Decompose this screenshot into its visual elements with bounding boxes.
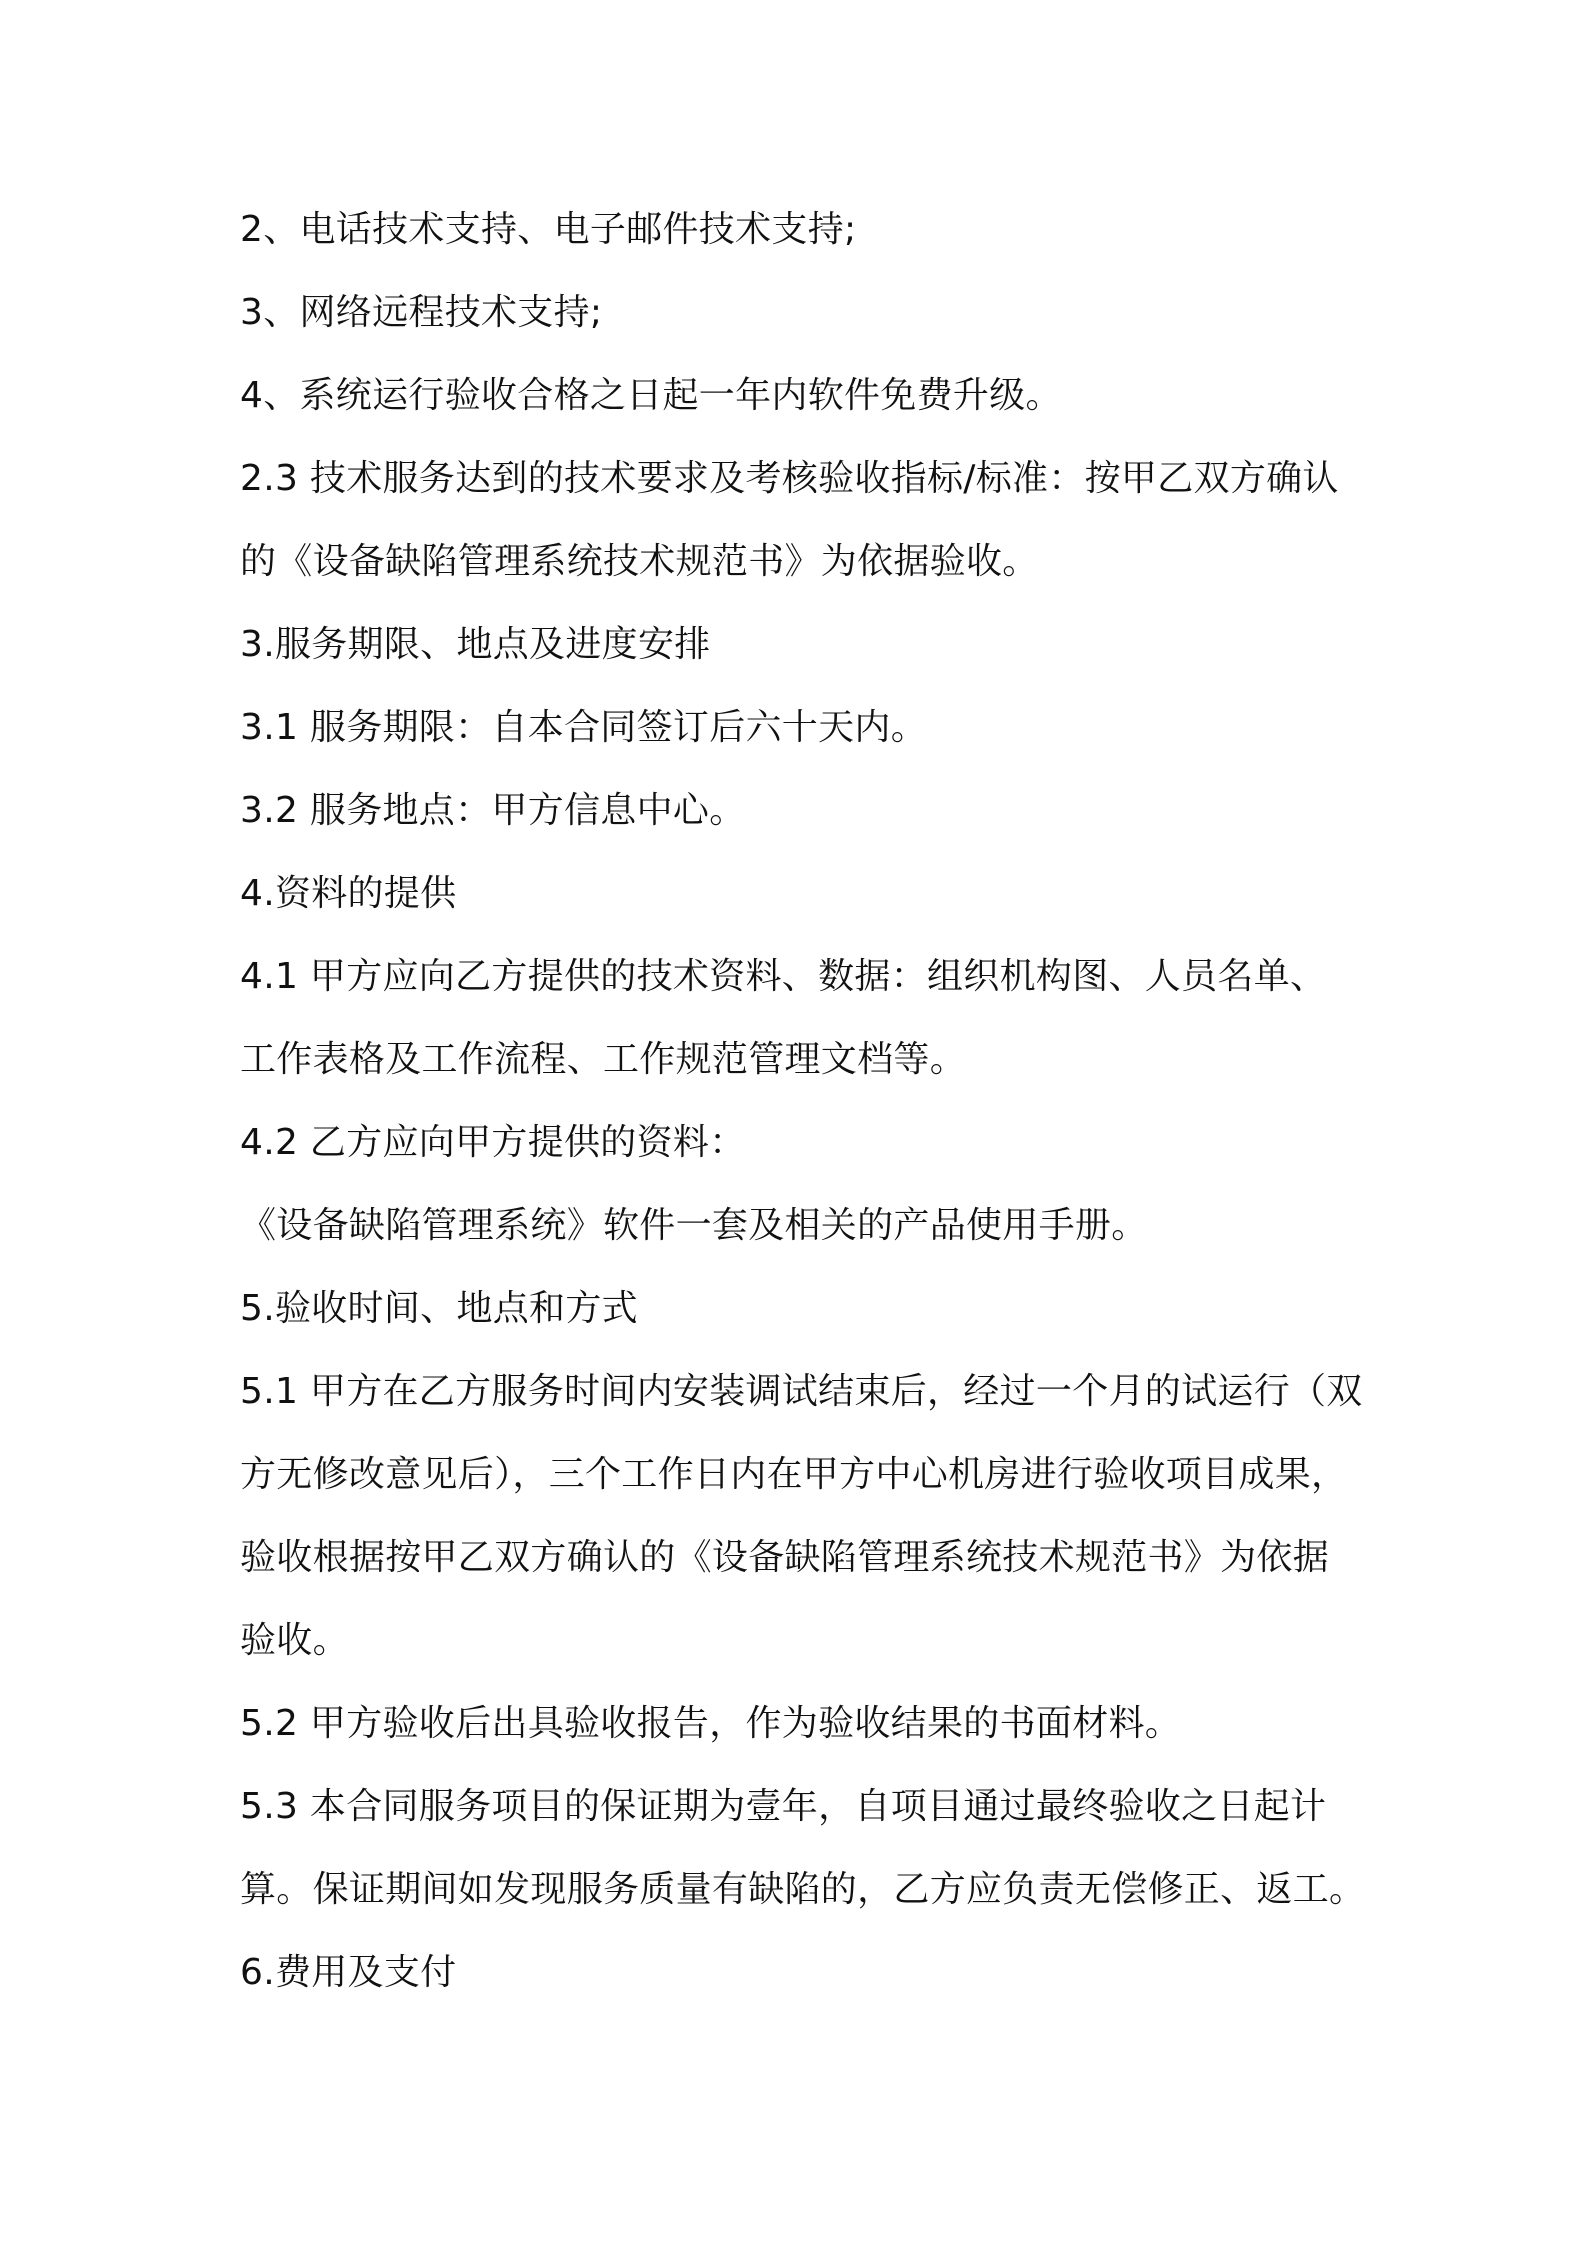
- document-page: [240, 188, 1370, 2014]
- list-item-remote-support: 3、网络远程技术支持;: [240, 292, 603, 333]
- clause-5-1-line-3: 验收根据按甲乙双方确认的《设备缺陷管理系统技术规范书》为依据: [240, 1537, 1330, 1578]
- section-heading-5: 5.验收时间、地点和方式: [240, 1288, 638, 1329]
- clause-4-2-line-2: 《设备缺陷管理系统》软件一套及相关的产品使用手册。: [240, 1205, 1148, 1246]
- clause-3-1: 3.1 服务期限：自本合同签订后六十天内。: [240, 707, 927, 748]
- list-item-free-upgrade: 4、系统运行验收合格之日起一年内软件免费升级。: [240, 375, 1062, 416]
- clause-4-2-line-1: 4.2 乙方应向甲方提供的资料：: [240, 1122, 746, 1163]
- clause-4-1-line-1: 4.1 甲方应向乙方提供的技术资料、数据：组织机构图、人员名单、: [240, 956, 1327, 997]
- clause-5-1-line-1: 5.1 甲方在乙方服务时间内安装调试结束后，经过一个月的试运行（双: [240, 1371, 1363, 1412]
- clause-4-1-line-2: 工作表格及工作流程、工作规范管理文档等。: [240, 1039, 967, 1080]
- clause-5-3-line-2: 算。保证期间如发现服务质量有缺陷的，乙方应负责无偿修正、返工。: [240, 1869, 1366, 1910]
- list-item-phone-email-support: 2、电话技术支持、电子邮件技术支持;: [240, 209, 857, 250]
- section-heading-6: 6.费用及支付: [240, 1952, 457, 1993]
- clause-2-3-line-1: 2.3 技术服务达到的技术要求及考核验收指标/标准：按甲乙双方确认: [240, 458, 1339, 499]
- clause-5-2: 5.2 甲方验收后出具验收报告，作为验收结果的书面材料。: [240, 1703, 1182, 1744]
- section-heading-4: 4.资料的提供: [240, 873, 457, 914]
- clause-5-1-line-4: 验收。: [240, 1620, 349, 1661]
- clause-5-1-line-2: 方无修改意见后），三个工作日内在甲方中心机房进行验收项目成果，: [240, 1454, 1348, 1495]
- clause-3-2: 3.2 服务地点：甲方信息中心。: [240, 790, 746, 831]
- section-heading-3: 3.服务期限、地点及进度安排: [240, 624, 711, 665]
- clause-2-3-line-2: 的《设备缺陷管理系统技术规范书》为依据验收。: [240, 541, 1039, 582]
- clause-5-3-line-1: 5.3 本合同服务项目的保证期为壹年，自项目通过最终验收之日起计: [240, 1786, 1327, 1827]
